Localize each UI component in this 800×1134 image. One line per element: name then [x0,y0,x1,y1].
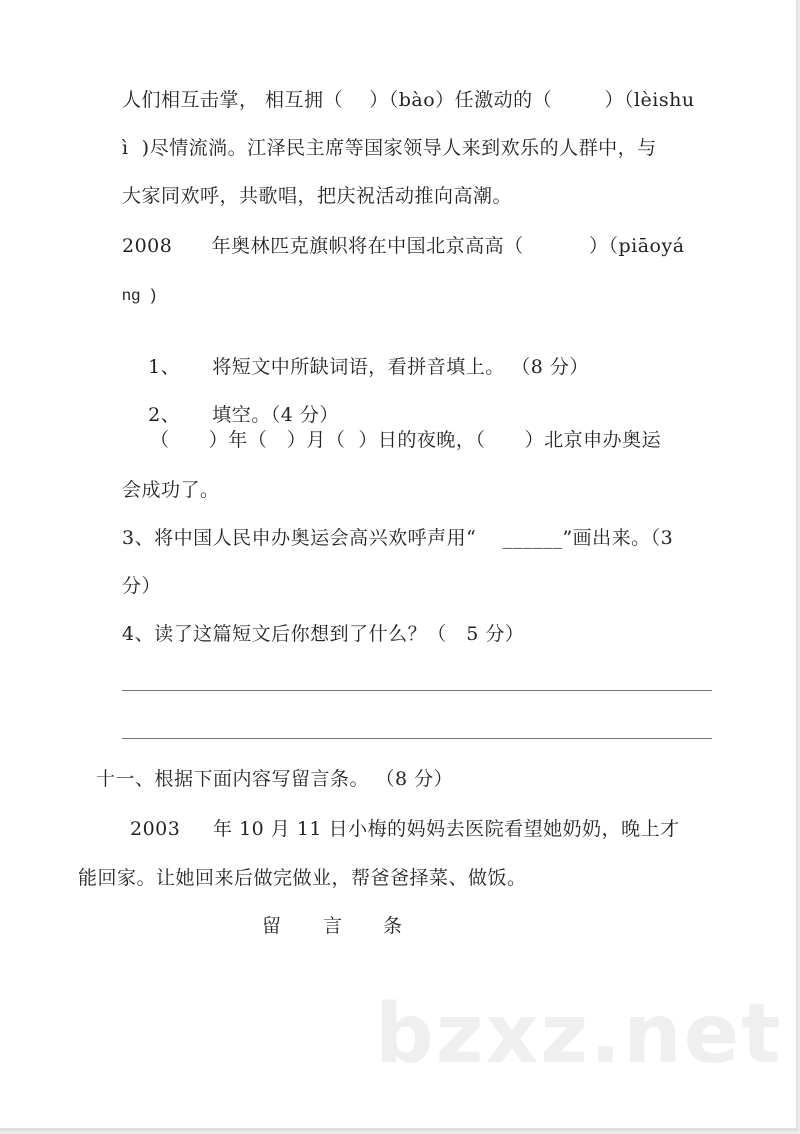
section-11-heading: 十一、根据下面内容写留言条。 （8 分） [96,768,454,790]
paragraph-line-1: 人们相互击掌， 相互拥（ ）（bào）任激动的（ ）（lèishu [122,89,695,111]
paragraph-line-3: 大家同欢呼，共歌唱，把庆祝活动推向高潮。 [122,185,513,207]
paragraph-line-4: 2008 年奥林匹克旗帜将在中国北京高高（ ）（piāoyá [122,235,685,257]
paragraph-line-5: ng ) [122,287,157,304]
fill-blank-line-2: 会成功了。 [122,479,220,501]
question-4: 4、读了这篇短文后你想到了什么？（ 5 分） [122,623,525,645]
question-2-number: 2、 [148,404,181,426]
question-2-text: 填空。（4 分） [212,404,339,426]
fill-blank-line-1: （ ）年（ ）月（ ）日的夜晚，（ ）北京申办奥运 [150,429,662,451]
section-11-text-line-1: 2003 年 10 月 11 日小梅的妈妈去医院看望她奶奶，晚上才 [130,818,680,840]
question-3-line-2: 分） [122,575,162,597]
answer-line-2[interactable] [122,738,712,739]
note-title-char-1: 留 [262,915,282,937]
note-title-char-2: 言 [323,915,343,937]
note-title-char-3: 条 [383,915,403,937]
watermark: bzxz.net [375,987,783,1082]
question-3-line-1: 3、将中国人民申办奥运会高兴欢呼声用“ ______”画出来。（3 [122,527,674,549]
question-1-number: 1、 [148,356,181,378]
section-11-text-line-2: 能回家。让她回来后做完做业，帮爸爸择菜、做饭。 [78,867,527,889]
question-1-text: 将短文中所缺词语，看拼音填上。 （8 分） [212,356,589,378]
paragraph-line-2: ì )尽情流淌。江泽民主席等国家领导人来到欢乐的人群中，与 [122,137,657,159]
answer-line-1[interactable] [122,690,712,691]
